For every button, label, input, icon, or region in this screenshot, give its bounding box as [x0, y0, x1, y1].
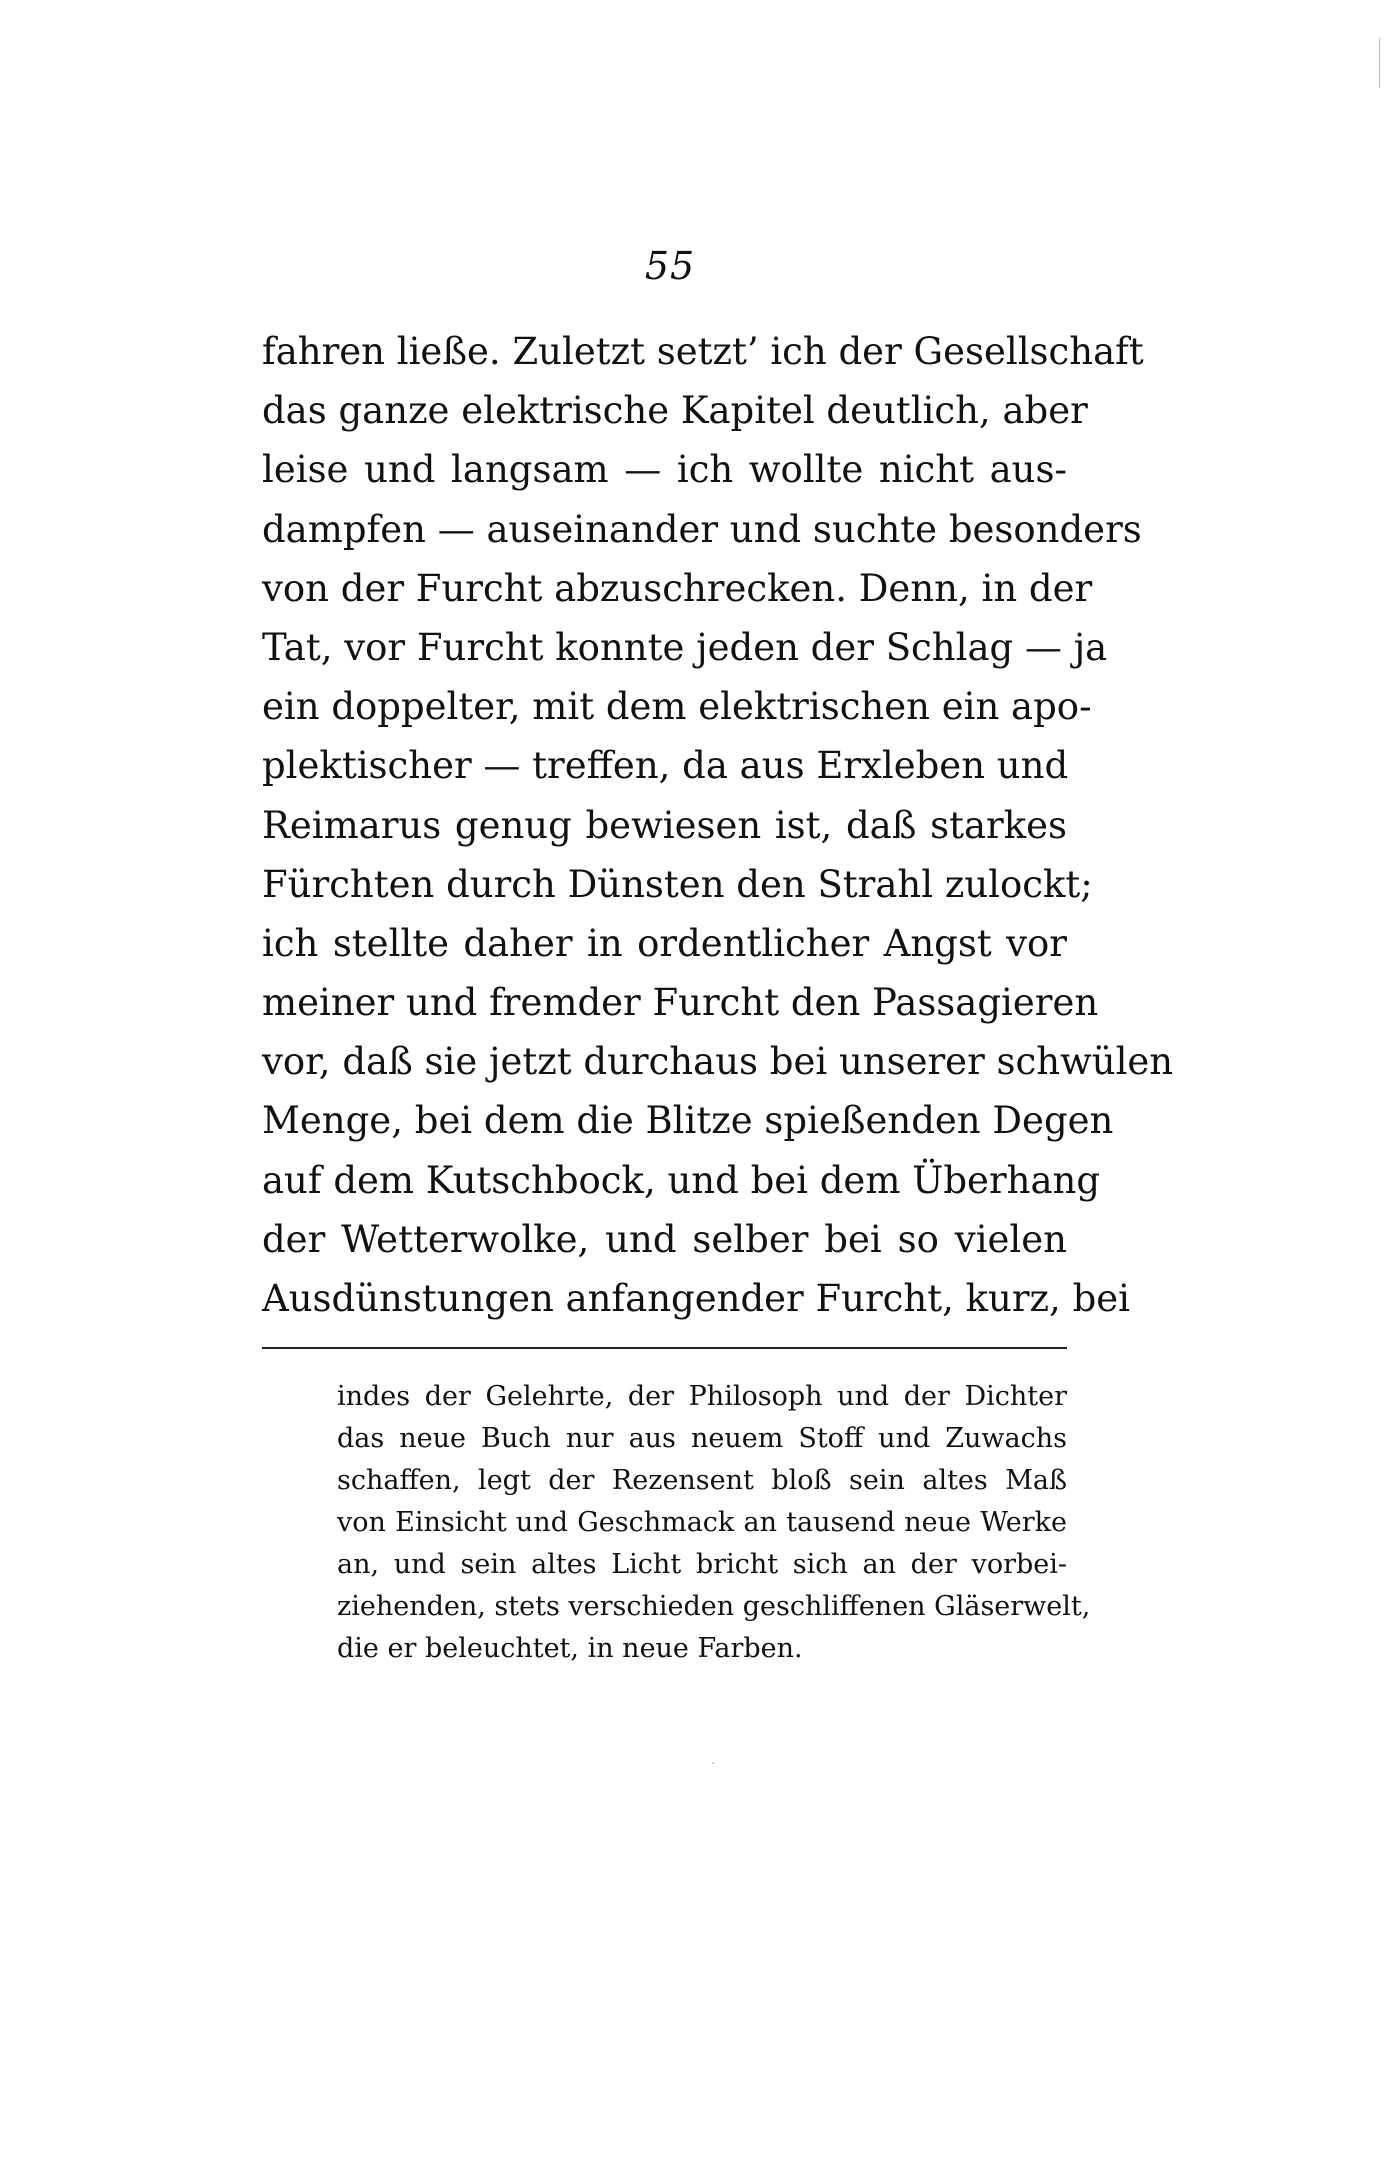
text-line: das ganze elektrische Kapitel deutlich, aber [262, 389, 1088, 433]
text-line: von der Furcht abzuschrecken. Denn, in der [262, 566, 1093, 610]
text-line: ein doppelter, mit dem elektrischen ein apo- [262, 685, 1092, 729]
footnote-line: an, und sein altes Licht bricht sich an der vorbei- [337, 1549, 1067, 1580]
footnote-block [337, 1376, 1091, 1670]
text-line: dampfen — auseinander und suchte besonders [262, 507, 1142, 551]
text-line: meiner und fremder Furcht den Passagieren [262, 981, 1099, 1025]
text-line: ich stellte daher in ordentlicher Angst vor [262, 921, 1067, 965]
footnote-line: die er beleuchtet, in neue Farben. [337, 1633, 803, 1664]
footnote-line: schaffen, legt der Rezensent bloß sein altes Maß [337, 1465, 1067, 1496]
text-line: leise und langsam — ich wollte nicht aus- [262, 448, 1067, 492]
text-line: Reimarus genug bewiesen ist, daß starkes [262, 803, 1067, 847]
footnote-line: das neue Buch nur aus neuem Stoff und Zuwachs [337, 1423, 1067, 1454]
text-line: Tat, vor Furcht konnte jeden der Schlag — ja [262, 625, 1108, 669]
text-line: der Wetterwolke, und selber bei so vielen [262, 1217, 1067, 1261]
text-line: Fürchten durch Dünsten den Strahl zulockt; [262, 862, 1093, 906]
footnote-line: indes der Gelehrte, der Philosoph und der Dichter [337, 1381, 1067, 1412]
footnote-line: von Einsicht und Geschmack an tausend neue Werke [337, 1507, 1067, 1538]
footnote-divider [262, 1347, 1067, 1349]
text-line: Menge, bei dem die Blitze spießenden Degen [262, 1099, 1114, 1143]
page-number: 55 [644, 244, 696, 288]
text-line: Ausdünstungen anfangender Furcht, kurz, bei [262, 1277, 1130, 1320]
text-line: fahren ließe. Zuletzt setzt’ ich der Gesellschaft [262, 330, 1144, 373]
text-line: plektischer — treffen, da aus Erxleben und [262, 744, 1069, 788]
scan-speck [712, 1762, 714, 1764]
main-text-block [262, 322, 1174, 1328]
page-edge-mark [1379, 38, 1383, 88]
text-line: vor, daß sie jetzt durchaus bei unserer schwülen [262, 1040, 1174, 1084]
text-line: auf dem Kutschbock, und bei dem Überhang [262, 1158, 1101, 1202]
footnote-line: ziehenden, stets verschieden geschliffenen Gläserwelt, [337, 1591, 1091, 1622]
